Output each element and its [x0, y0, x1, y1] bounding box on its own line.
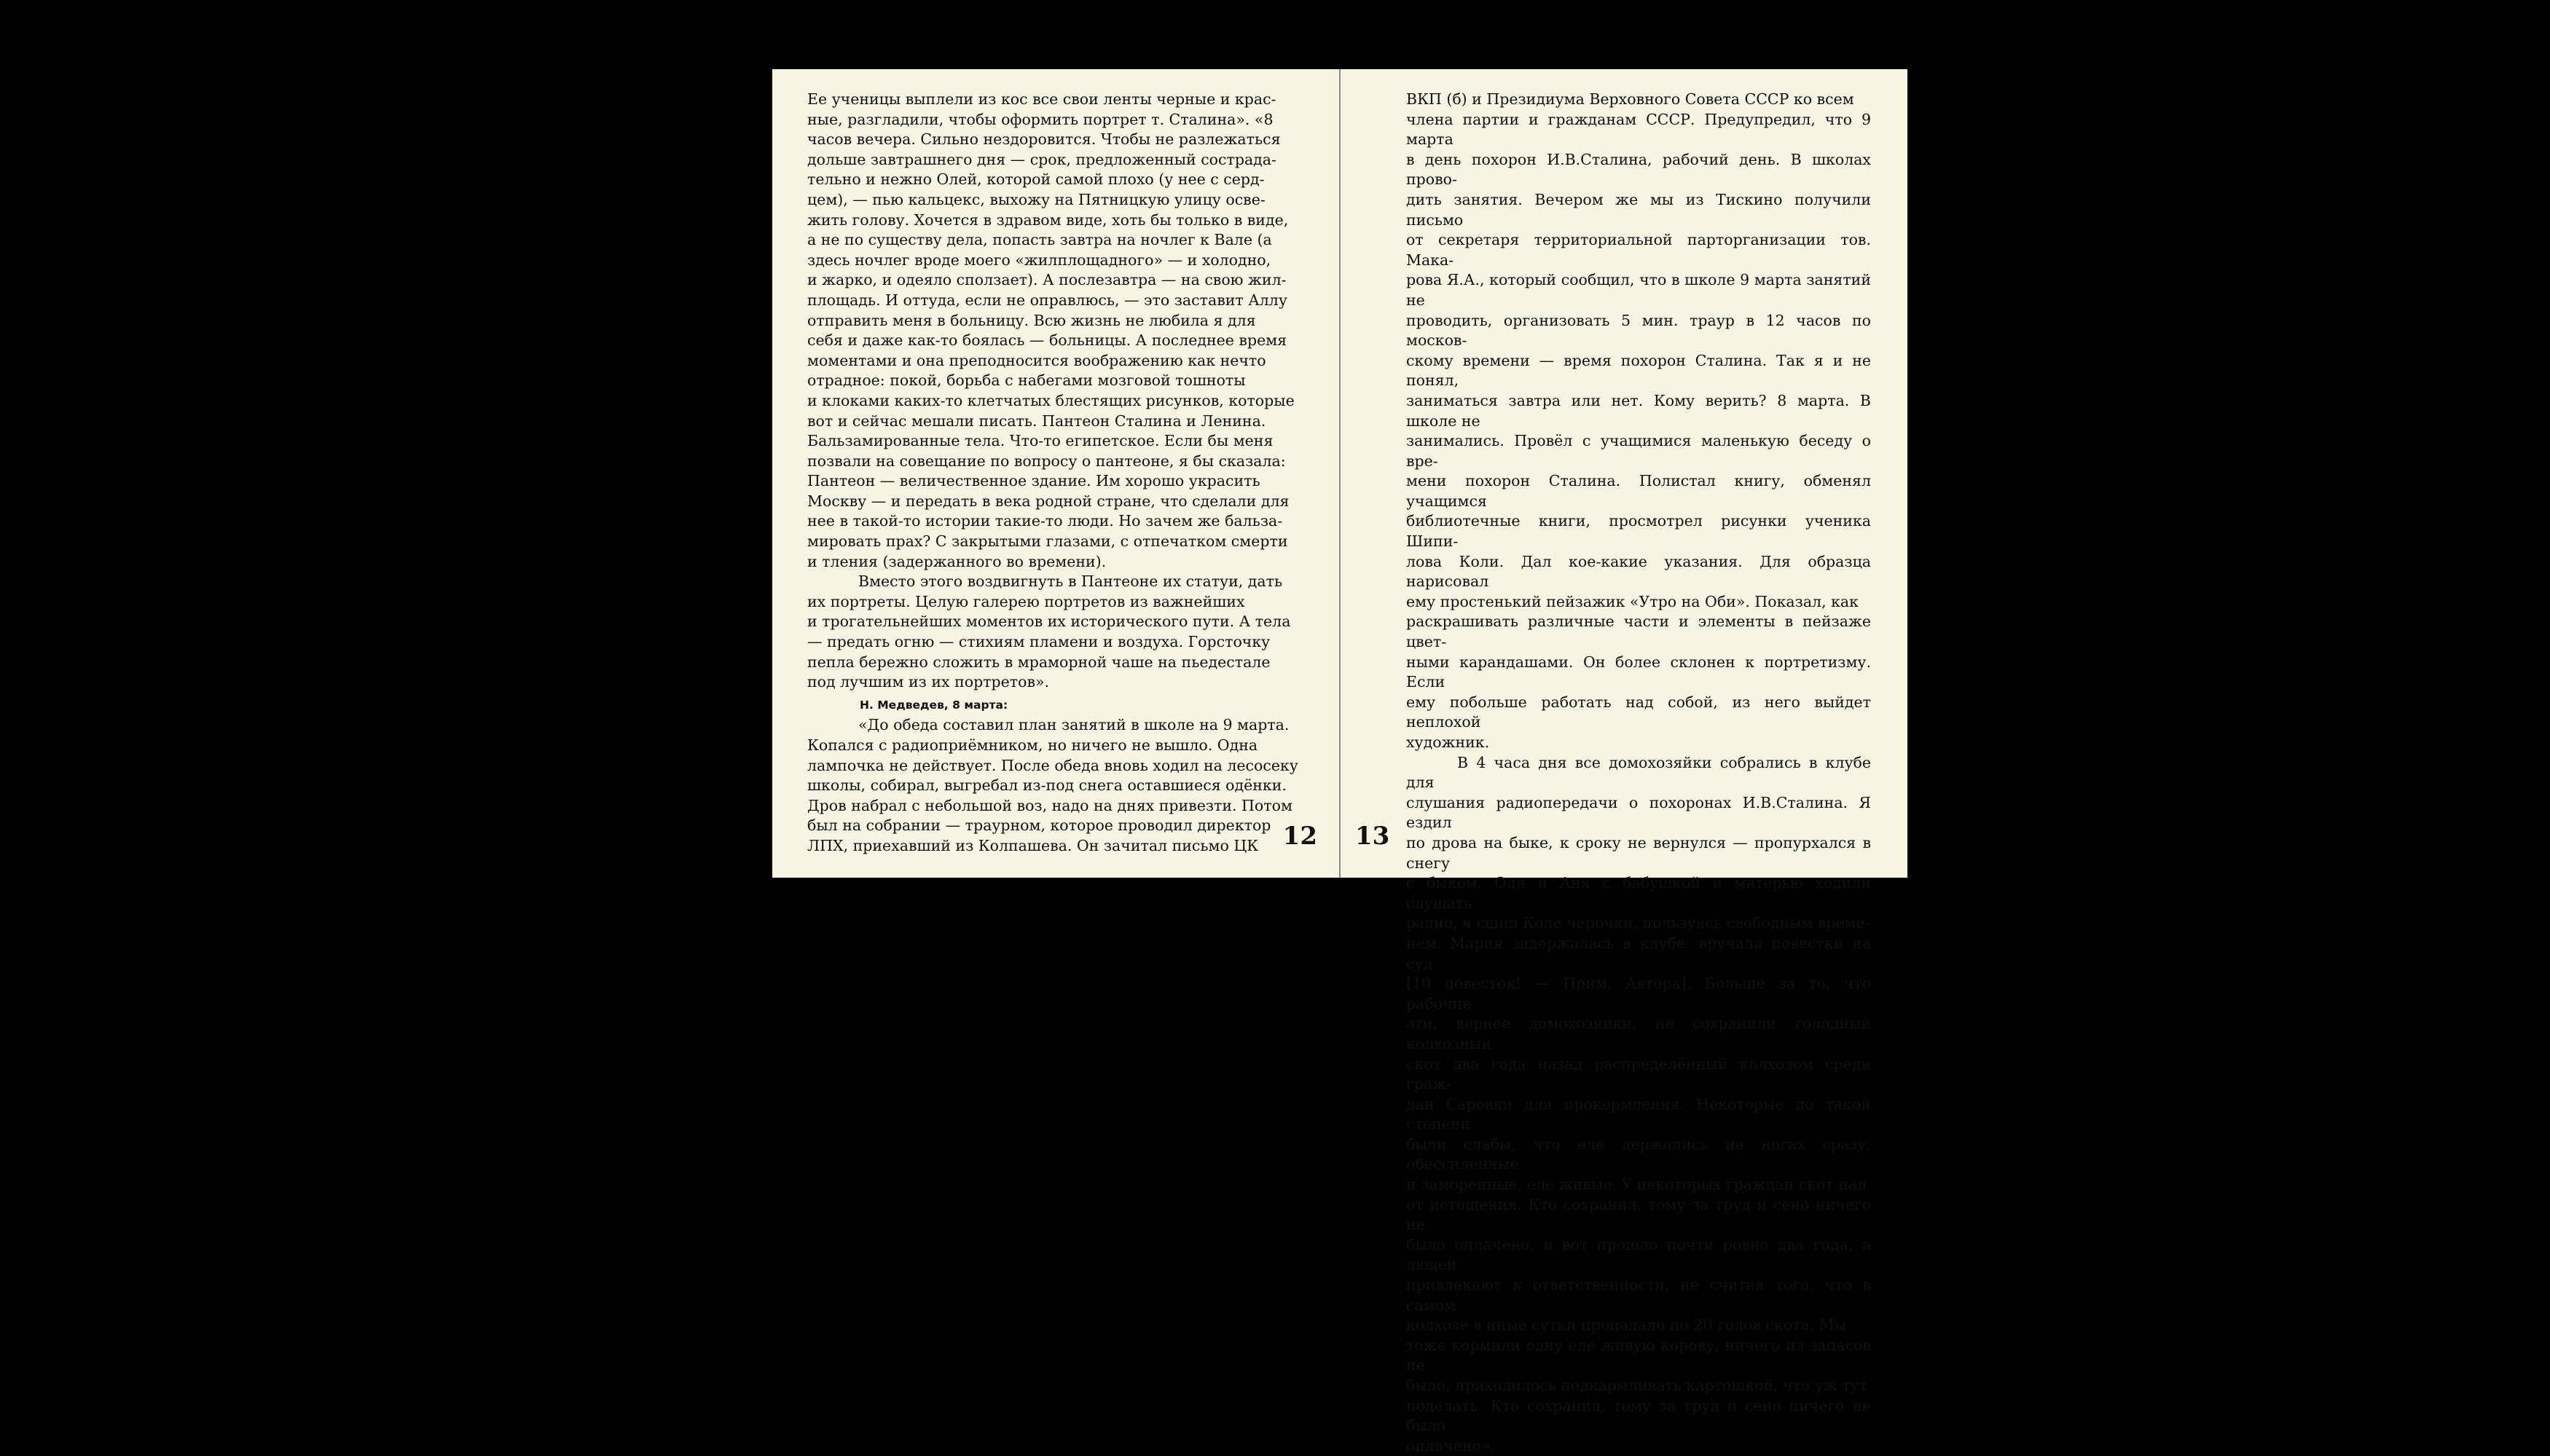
right-page: [1342, 69, 1907, 1455]
book-spine-line: [1339, 69, 1341, 878]
paragraph: Вместо этого воздвигнуть в Пантеоне их статуи, дать их портреты. Целую галерею портретов из важнейших и трогательнейших моментов их исторического пути. А тела — предать огню — стихиям пламени и воздуха. Горсточку пепла бережно сложить в мраморной чаше на пьедестале под лучшим из их портретов».: [807, 572, 1291, 691]
paragraph: Ее ученицы выплели из кос все свои ленты черные и крас- ные, разгладили, чтобы оформить портрет т. Сталина». «8 часов вечера. Сильно нездоровится. Чтобы не разлежаться дольше завтрашнего дня — срок, предложенный сострада- тельно и нежно Олей, которой самой плохо (у нее с серд- цем), — пью кальцекс, выхожу на Пятницкую улицу осве- жить голову. Хочется в здравом виде, хоть бы только в виде, а не по существу дела, попасть завтра на ночлег к Вале (а здесь ночлег вроде моего «жилплощадного» — и холодно, и жарко, и одеяло сползает). А послезавтра — на свою жил- площадь. И оттуда, если не оправлюсь, — это заставит Аллу отправить меня в больницу. Всю жизнь не любила я для себя и даже как-то боялась — больницы. А последнее время моментами и она преподносится воображению как нечто отрадное: покой, борьба с набегами мозговой тошноты и клоками каких-то клетчатых блестящих рисунков, которые вот и сейчас мешали писать. Пантеон Сталина и Ленина. Бальзамированные тела. Что-то египетское. Если бы меня позвали на совещание по вопросу о пантеоне, я бы сказала: Пантеон — величественное здание. Им хорошо украсить Москву — и передать в века родной стране, что сделали для нее в такой-то истории такие-то люди. Но зачем же бальза- мировать прах? С закрытыми глазами, с отпечатком смерти и тления (задержанного во времени).: [807, 90, 1295, 570]
paragraph: ВКП (б) и Президиума Верховного Совета СССР ко всем члена партии и гражданам СССР. Предупредил, что 9 марта в день похорон И.В.Сталина, рабочий день. В школах прово- дить занятия. Вечером же мы из Тискино получили письмо от секретаря территориальной парторганизации тов. Мака- рова Я.А., который сообщил, что в школе 9 марта занятий не проводить, организовать 5 мин. траур в 12 часов по москов- скому времени — время похорон Сталина. Так я и не понял, заниматься завтра или нет. Кому верить? 8 марта. В школе не занимались. Провёл с учащимися маленькую беседу о вре- мени похорон Сталина. Полистал книгу, обменял учащимся библиотечные книги, просмотрел рисунки ученика Шипи- лова Коли. Дал кое-какие указания. Для образца нарисовал ему простенький пейзажик «Утро на Оби». Показал, как раскрашивать различные части и элементы в пейзаже цвет- ными карандашами. Он более склонен к портретизму. Если ему побольше работать над собой, из него выйдет неплохой художник.: [1406, 90, 1871, 751]
paragraph: В 4 часа дня все домохозяйки собрались в клубе для слушания радиопередачи о похоронах И.В.Сталина. Я ездил по дрова на быке, к сроку не вернулся — пропурхался в снегу с быком. Оля и Аня с бабушкой и матерью ходили слушать радио, я сшил Коле черочки, пользуясь свободным време- нем. Мария задержалась в клубе: вручала повестки на суд [10 повесток! — Прим. Автора]. Больше за то, что рабочие эти, вернее домохозяйки, не сохранили голодный колхозный скот два года назад распределённый колхозом среди граж- дан Саровки для прокормления. Некоторые до такой степени были слабы, что еле держались на ногах сразу, обессиленные и заморенные, еле живые. У некоторых граждан скот пал от истощения. Кто сохранил, тому за труд и сено ничего не было оплачено, и вот прошло почти ровно два года, а людей привлекают к ответственности, не считая того, что в самом колхозе в иные сутки пропадало по 20 голов скота. Мы тоже кормили одну еле живую корову, ничего из запасов не было, приходилось подкармливать картошкой, что уж тут поделать. Кто сохранил, тому за труд и сено ничего не было оплачено».: [1406, 753, 1871, 1455]
left-page-text: [807, 90, 1306, 857]
left-page: [772, 69, 1338, 878]
speaker-heading: Н. Медведев, 8 марта:: [860, 698, 1008, 712]
page-number: 13: [1355, 822, 1390, 851]
page-number: 12: [1282, 822, 1317, 851]
quote-paragraph: «До обеда составил план занятий в школе на 9 марта. Копался с радиоприёмником, но ничего не вышло. Одна лампочка не действует. После обеда вновь ходил на лесосеку школы, собирал, выгребал из-под снега оставшиеся одёнки. Дров набрал с небольшой воз, надо на днях привезти. Потом был на собрании — траурном, которое проводил директор ЛПХ, приехавший из Колпашева. Он зачитал письмо ЦК: [807, 716, 1298, 854]
right-page-text: [1406, 90, 1871, 1456]
